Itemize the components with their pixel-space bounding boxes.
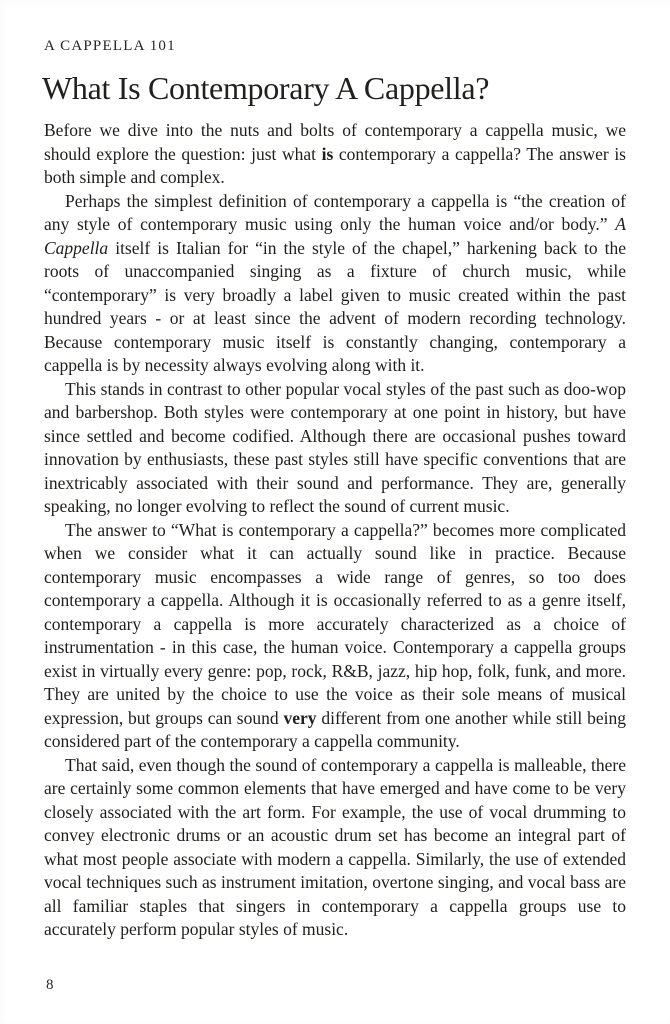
running-head: A CAPPELLA 101 — [44, 38, 176, 54]
text-run: That said, even though the sound of contemporary a cappella is malleable, there are certainly some common elements that have emerged and have come to be very closely associated with the art form. For example, the use of vocal drumming to convey electronic drums or an acoustic drum set has become an integral part of what most people associate with modern a cappella. Similarly, the use of extended vocal techniques such as instrument imitation, overtone singing, and vocal bass are all familiar staples that singers in contemporary a cappella groups use to accurately perform popular styles of music. — [44, 754, 626, 939]
text-run-italic: A Cappella — [44, 214, 626, 258]
paragraph — [44, 119, 626, 190]
text-run: different from one another while still being considered part of the contemporary a cappella community. — [44, 707, 626, 751]
text-run: Before we dive into the nuts and bolts of contemporary a cappella music, we should explore the question: just what — [44, 120, 626, 164]
paragraph — [44, 190, 626, 378]
paragraph — [44, 519, 626, 754]
text-run: This stands in contrast to other popular vocal styles of the past such as doo-wop and barbershop. Both styles were contemporary at one point in history, but have since settled and become codified. Although there are occasional pushes toward innovation by enthusiasts, these past styles still have specific conventions that are inextricably associated with their sound and performance. They are, generally speaking, no longer evolving to reflect the sound of current music. — [44, 378, 626, 516]
paragraph — [44, 378, 626, 519]
text-run-bold: very — [283, 707, 317, 728]
text-run: contemporary a cappella? The answer is both simple and complex. — [44, 143, 626, 187]
page-number: 8 — [46, 977, 54, 993]
text-run-bold: is — [321, 143, 334, 164]
page-title: What Is Contemporary A Cappella? — [42, 70, 490, 106]
text-run: Perhaps the simplest definition of contemporary a cappella is “the creation of any style of contemporary music using only the human voice and/or body.” — [44, 190, 626, 234]
paragraph — [44, 754, 626, 942]
text-run: itself is Italian for “in the style of the chapel,” harkening back to the roots of unaccompanied singing as a fixture of church music, while “contemporary” is very broadly a label given to music created within the past hundred years - or at least since the advent of modern recording technology. Because contemporary music itself is constantly changing, contemporary a cappella is by necessity always evolving along with it. — [44, 237, 626, 375]
body-text — [44, 119, 626, 942]
text-run: The answer to “What is contemporary a cappella?” becomes more complicated when we consider what it can actually sound like in practice. Because contemporary music encompasses a wide range of genres, so too does contemporary a cappella. Although it is occasionally referred to as a genre itself, contemporary a cappella is more accurately characterized as a choice of instrumentation - in this case, the human voice. Contemporary a cappella groups exist in virtually every genre: pop, rock, R&B, jazz, hip hop, folk, funk, and more. They are united by the choice to use the voice as their sole means of musical expression, but groups can sound — [44, 519, 626, 728]
